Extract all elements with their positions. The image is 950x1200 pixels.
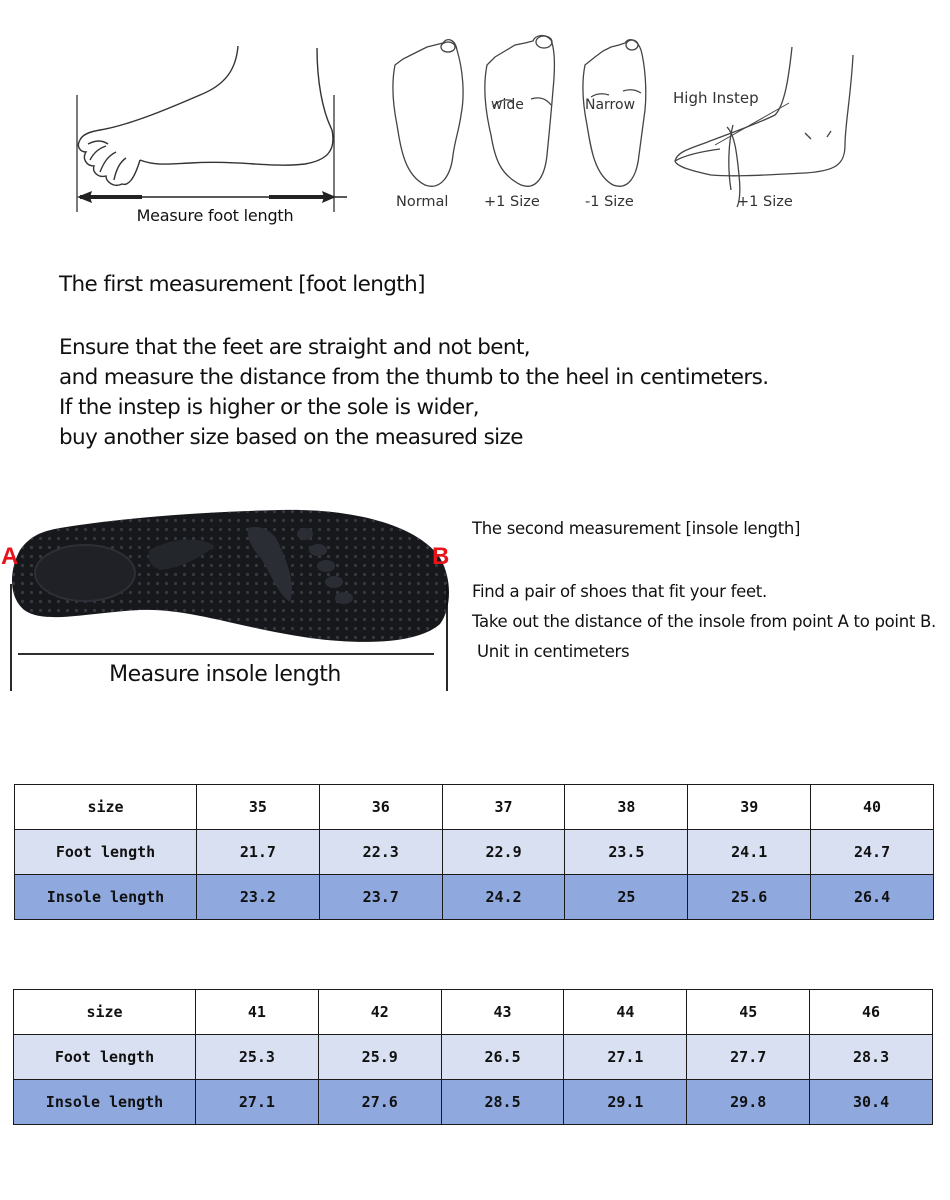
heel-pad [35,545,135,601]
high-instep-label: High Instep [673,89,759,107]
size-cell: 42 [318,990,441,1035]
size-cell: 36 [319,785,442,830]
instruction-line: buy another size based on the measured size [59,425,523,450]
row-header-foot-length: Foot length [14,1035,196,1080]
insole-length-cell: 25.6 [688,875,811,920]
insole-length-cell: 27.6 [318,1080,441,1125]
foot-outlines [375,25,865,215]
wide-arrow-right-icon [531,98,551,105]
size-cell: 44 [564,990,687,1035]
foot-length-cell: 22.9 [442,830,565,875]
table-row-insole-length [14,1080,933,1125]
normal-caption: Normal [396,194,449,210]
size-cell: 35 [197,785,320,830]
insole-length-cell: 29.8 [687,1080,810,1125]
insole-length-cell: 28.5 [441,1080,564,1125]
table-row-size [14,990,933,1035]
insole-length-cell: 24.2 [442,875,565,920]
foot-length-cell: 26.5 [441,1035,564,1080]
size-cell: 37 [442,785,565,830]
second-measurement-title: The second measurement [insole length] [472,519,801,538]
insole-length-cell: 30.4 [810,1080,933,1125]
narrow-label: Narrow [585,97,636,113]
insole-length-caption: Measure insole length [109,662,341,687]
narrow-arrow-right-icon [623,90,641,93]
size-cell: 39 [688,785,811,830]
table-row-foot-length [15,830,934,875]
foot-length-cell: 25.9 [318,1035,441,1080]
first-measurement-title: The first measurement [foot length] [59,272,425,297]
size-cell: 43 [441,990,564,1035]
size-cell: 40 [811,785,934,830]
high-instep-size-caption: +1 Size [737,194,793,210]
arrow-left-icon [77,191,92,203]
size-cell: 41 [196,990,319,1035]
insole-length-cell: 23.7 [319,875,442,920]
point-b-label: B [432,543,450,570]
instruction-line: Take out the distance of the insole from point A to point B. [472,612,936,631]
foot-length-cell: 24.1 [688,830,811,875]
size-cell: 38 [565,785,688,830]
wide-size-caption: +1 Size [484,194,540,210]
second-measurement [472,517,936,667]
first-measurement-instructions [59,333,768,453]
instruction-line: Find a pair of shoes that fit your feet. [472,582,767,601]
size-cell: 46 [810,990,933,1035]
foot-length-cell: 25.3 [196,1035,319,1080]
insole-length-cell: 26.4 [811,875,934,920]
row-header-foot-length: Foot length [15,830,197,875]
table-row-size [15,785,934,830]
wide-label: wide [491,97,524,113]
narrow-size-caption: -1 Size [585,194,634,210]
insole-length-cell: 25 [565,875,688,920]
foot-types-illustration [375,25,865,215]
size-chart-table-1 [14,784,934,920]
foot-length-cell: 22.3 [319,830,442,875]
insole-length-cell: 27.1 [196,1080,319,1125]
row-header-insole-length: Insole length [14,1080,196,1125]
table-row-insole-length [15,875,934,920]
foot-length-cell: 24.7 [811,830,934,875]
row-header-size: size [15,785,197,830]
insole-length-cell: 29.1 [564,1080,687,1125]
foot-length-cell: 27.1 [564,1035,687,1080]
foot-length-cell: 28.3 [810,1035,933,1080]
insole-length-cell: 23.2 [197,875,320,920]
foot-length-cell: 27.7 [687,1035,810,1080]
row-header-size: size [14,990,196,1035]
size-cell: 45 [687,990,810,1035]
size-chart-table-2 [13,989,933,1125]
instruction-line: and measure the distance from the thumb to the heel in centimeters. [59,365,769,390]
instruction-line: If the instep is higher or the sole is wider, [59,395,480,420]
point-a-label: A [1,543,19,570]
foot-length-cell: 23.5 [565,830,688,875]
table-row-foot-length [14,1035,933,1080]
instruction-line: Unit in centimeters [472,642,630,661]
foot-length-caption: Measure foot length [136,206,294,225]
foot-length-cell: 21.7 [197,830,320,875]
row-header-insole-length: Insole length [15,875,197,920]
instruction-line: Ensure that the feet are straight and not bent, [59,335,531,360]
